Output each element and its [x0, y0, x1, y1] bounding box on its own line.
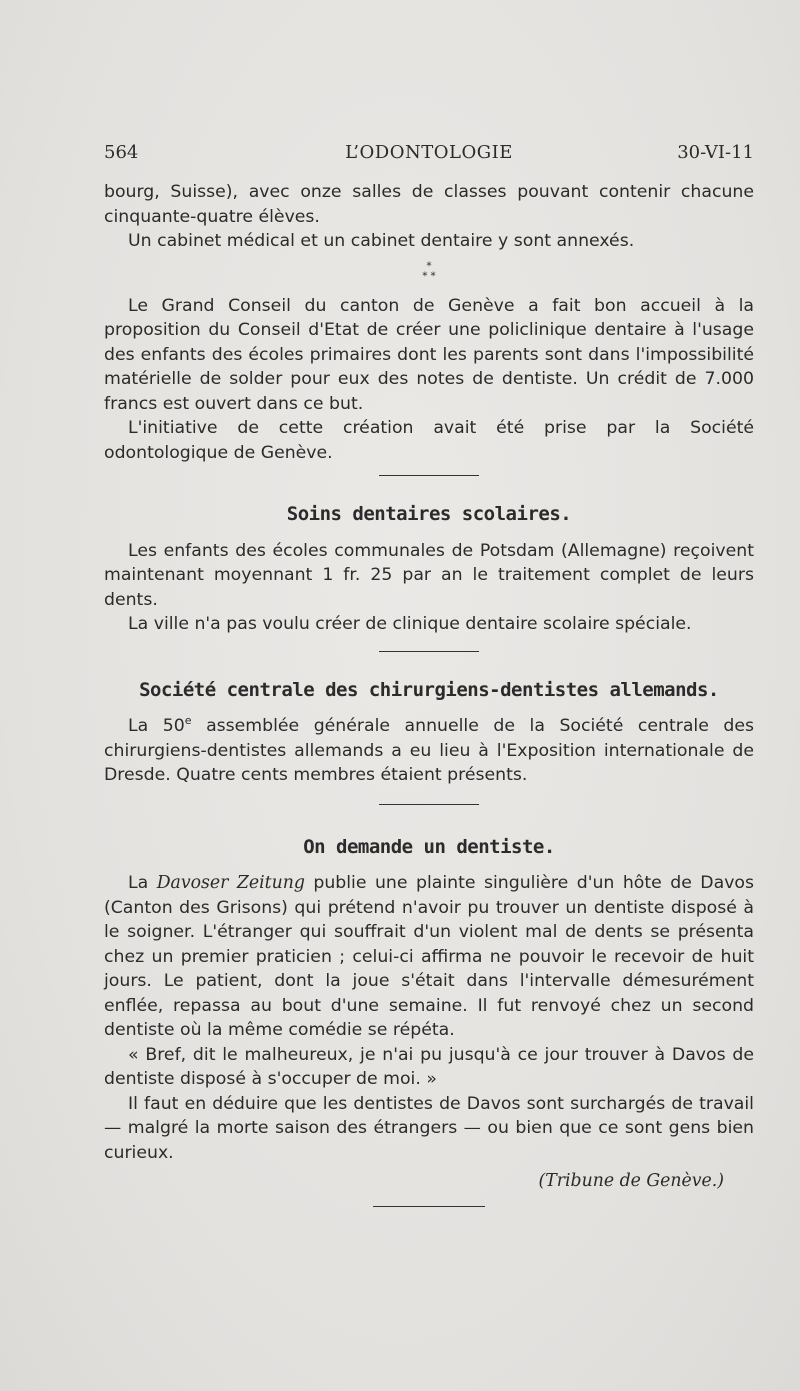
running-header [104, 142, 754, 168]
heading-on-demande: On demande un dentiste. [303, 835, 555, 858]
soins-clinique-paragraph: La ville n'a pas voulu créer de clinique dentaire scolaire spéciale. [128, 614, 692, 634]
heading-societe-centrale: Société centrale des chirurgiens-dentistes allemands. [139, 678, 719, 701]
demande-text-start: La [128, 873, 157, 893]
page-content [104, 180, 754, 1207]
soins-paragraph: Les enfants des écoles communales de Potsdam (Allemagne) reçoivent maintenant moyennant 1 fr. 25 par an le traitement complet de leurs dents. [104, 540, 754, 610]
demande-quote-paragraph: « Bref, dit le malheureux, je n'ai pu jusqu'à ce jour trouver à Davos de dentiste disposé à s'occuper de moi. » [104, 1044, 754, 1089]
intro-paragraph: bourg, Suisse), avec onze salles de classes pouvant contenir chacune cinquante-quatre élèves. [104, 182, 754, 227]
geneve-initiative-paragraph: L'initiative de cette création avait été prise par la Société odontologique de Genève. [104, 418, 754, 463]
section-divider [379, 804, 479, 805]
star-bottom: * * [422, 270, 436, 282]
societe-text-start: La 50 [128, 716, 185, 736]
end-divider [373, 1206, 485, 1207]
demande-conclusion-paragraph: Il faut en déduire que les dentistes de Davos sont surchargés de travail — malgré la morte saison des étrangers — ou bien que ce sont gens bien curieux. [104, 1093, 754, 1163]
intro-paragraph-annexes: Un cabinet médical et un cabinet dentaire y sont annexés. [128, 231, 635, 251]
societe-paragraph [104, 714, 754, 788]
issue-date: 30-VI-11 [677, 142, 754, 163]
demande-text-rest: publie une plainte singulière d'un hôte de Davos (Canton des Grisons) qui prétend n'avoir pu trouver un dentiste disposé à le soigner. L'étranger qui souffrait d'un violent mal de dents se présenta chez un premier praticien ; celui-ci affirma ne pouvoir le recevoir de huit jours. Le patient, dont la joue s'était dans l'intervalle démesurément enflée, repassa au bout d'une semaine. Il fut renvoyé chez un second dentiste où la même comédie se répéta. [104, 873, 755, 1040]
star-top: * [426, 260, 432, 272]
societe-text-rest: assemblée générale annuelle de la Société centrale des chirurgiens-dentistes allemands a eu lieu à l'Exposition internationale de Dresde. Quatre cents membres étaient présents. [104, 716, 754, 785]
newspaper-name: Davoser Zeitung [156, 873, 305, 893]
section-separator-stars [104, 262, 754, 282]
section-divider [379, 475, 479, 476]
heading-soins-dentaires: Soins dentaires scolaires. [286, 503, 572, 525]
demande-paragraph [104, 871, 754, 1043]
page-number: 564 [104, 142, 139, 163]
section-divider [379, 651, 479, 652]
journal-title: L’ODONTOLOGIE [345, 142, 513, 163]
ordinal-superscript: e [184, 714, 192, 728]
source-credit: (Tribune de Genève.) [538, 1171, 724, 1191]
geneve-paragraph: Le Grand Conseil du canton de Genève a fait bon accueil à la proposition du Conseil d'Etat de créer une policlinique dentaire à l'usage des enfants des écoles primaires dont les parents sont dans l'impossibilité matérielle de solder pour eux des notes de dentiste. Un crédit de 7.000 francs est ouvert dans ce but. [104, 295, 754, 414]
